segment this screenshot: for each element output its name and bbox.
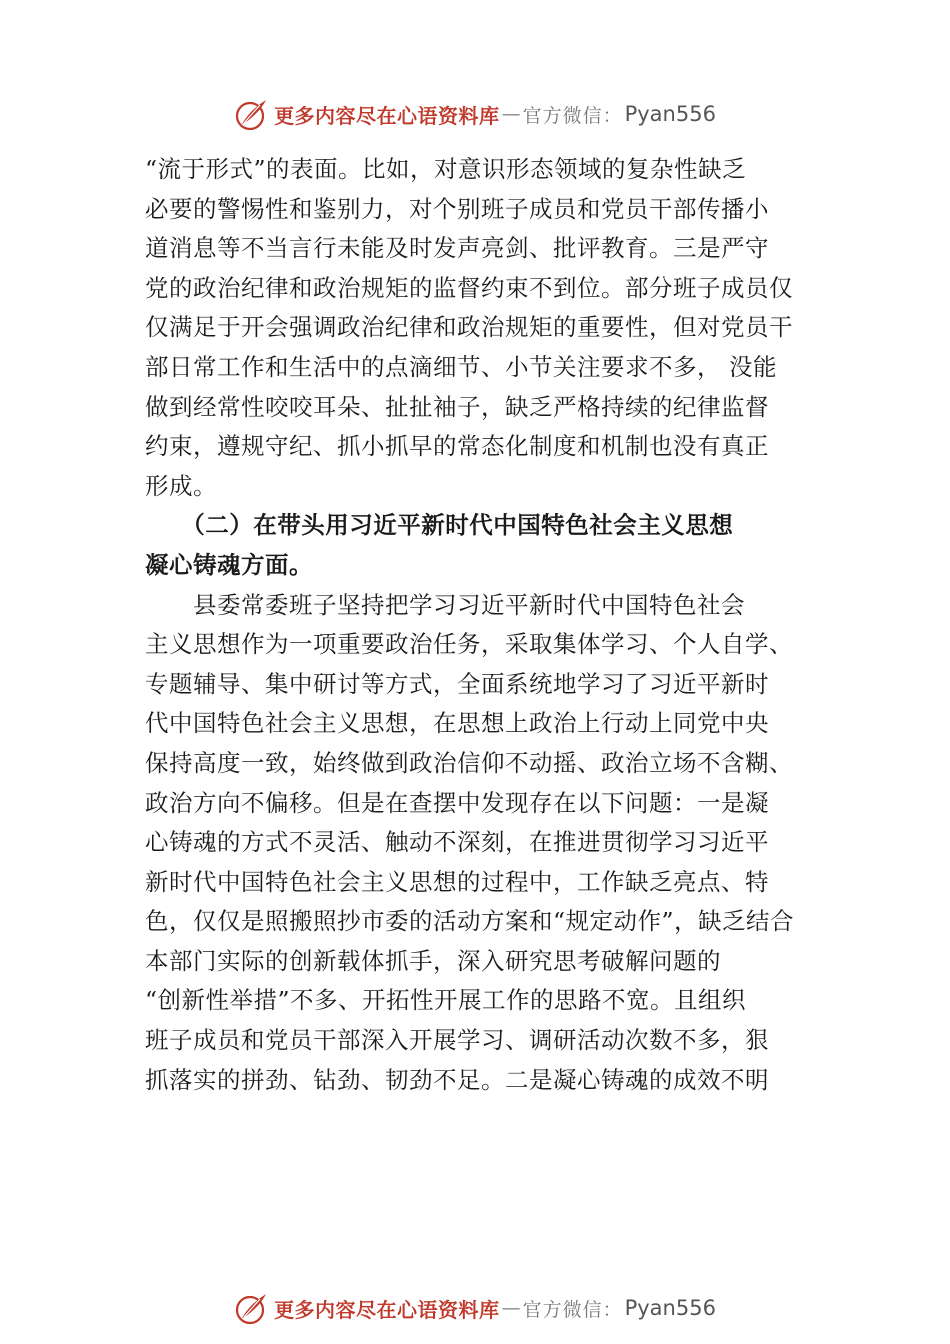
paragraph-line: 本部门实际的创新载体抓手，深入研究思考破解问题的: [145, 946, 721, 975]
paragraph-line: 县委常委班子坚持把学习习近平新时代中国特色社会: [145, 590, 745, 619]
paragraph-line: 心铸魂的方式不灵活、触动不深刻，在推进贯彻学习习近平: [145, 828, 769, 857]
document-body: [145, 150, 823, 1100]
paragraph-line: 道消息等不当言行未能及时发声亮剑、批评教育。三是严守: [145, 234, 769, 263]
paragraph-line: 代中国特色社会主义思想，在思想上政治上行动上同党中央: [145, 709, 769, 738]
wechat-id: Pyan556: [624, 1296, 716, 1320]
brand-text: 更多内容尽在心语资料库: [274, 1297, 500, 1322]
paragraph-line: 保持高度一致，始终做到政治信仰不动摇、政治立场不含糊、: [145, 748, 793, 777]
wechat-id: Pyan556: [624, 102, 716, 126]
header-banner: [0, 94, 950, 134]
separator-dash: —: [501, 1297, 521, 1319]
paragraph-line: 做到经常性咬咬耳朵、扯扯袖子，缺乏严格持续的纪律监督: [145, 392, 769, 421]
official-wechat-label: 官方微信：: [522, 104, 623, 127]
brand-text: 更多内容尽在心语资料库: [274, 103, 500, 128]
paragraph-line: 形成。: [145, 471, 217, 500]
paragraph-line: 色，仅仅是照搬照抄市委的活动方案和“规定动作”，缺乏结合: [145, 907, 795, 936]
paragraph-line: 主义思想作为一项重要政治任务，采取集体学习、个人自学、: [145, 630, 793, 659]
paragraph-line: 新时代中国特色社会主义思想的过程中，工作缺乏亮点、特: [145, 867, 769, 896]
paragraph-line: 班子成员和党员干部深入开展学习、调研活动次数不多，狠: [145, 1026, 769, 1055]
paragraph-line: 政治方向不偏移。但是在查摆中发现存在以下问题：一是凝: [145, 788, 769, 817]
paragraph-line: 抓落实的拼劲、钻劲、韧劲不足。二是凝心铸魂的成效不明: [145, 1065, 769, 1094]
paragraph-line: 约束，遵规守纪、抓小抓早的常态化制度和机制也没有真正: [145, 432, 769, 461]
section-heading-line: 凝心铸魂方面。: [145, 550, 313, 579]
paragraph-line: 专题辅导、集中研讨等方式，全面系统地学习了习近平新时: [145, 669, 769, 698]
official-wechat-label: 官方微信：: [522, 1298, 623, 1321]
paragraph-line: 仅满足于开会强调政治纪律和政治规矩的重要性，但对党员干: [145, 313, 793, 342]
paragraph-line: 部日常工作和生活中的点滴细节、小节关注要求不多， 没能: [145, 352, 777, 381]
paragraph-line: “流于形式”的表面。比如，对意识形态领域的复杂性缺乏: [145, 155, 747, 183]
footer-banner: [0, 1288, 950, 1328]
quill-logo-icon: [234, 1290, 270, 1326]
paragraph-line: 党的政治纪律和政治规矩的监督约束不到位。部分班子成员仅: [145, 273, 793, 302]
paragraph-line: “创新性举措”不多、开拓性开展工作的思路不宽。且组织: [145, 986, 747, 1015]
paragraph-line: 必要的警惕性和鉴别力，对个别班子成员和党员干部传播小: [145, 194, 769, 223]
section-heading-line: （二）在带头用习近平新时代中国特色社会主义思想: [145, 511, 734, 540]
quill-logo-icon: [234, 96, 270, 132]
separator-dash: —: [501, 103, 521, 125]
